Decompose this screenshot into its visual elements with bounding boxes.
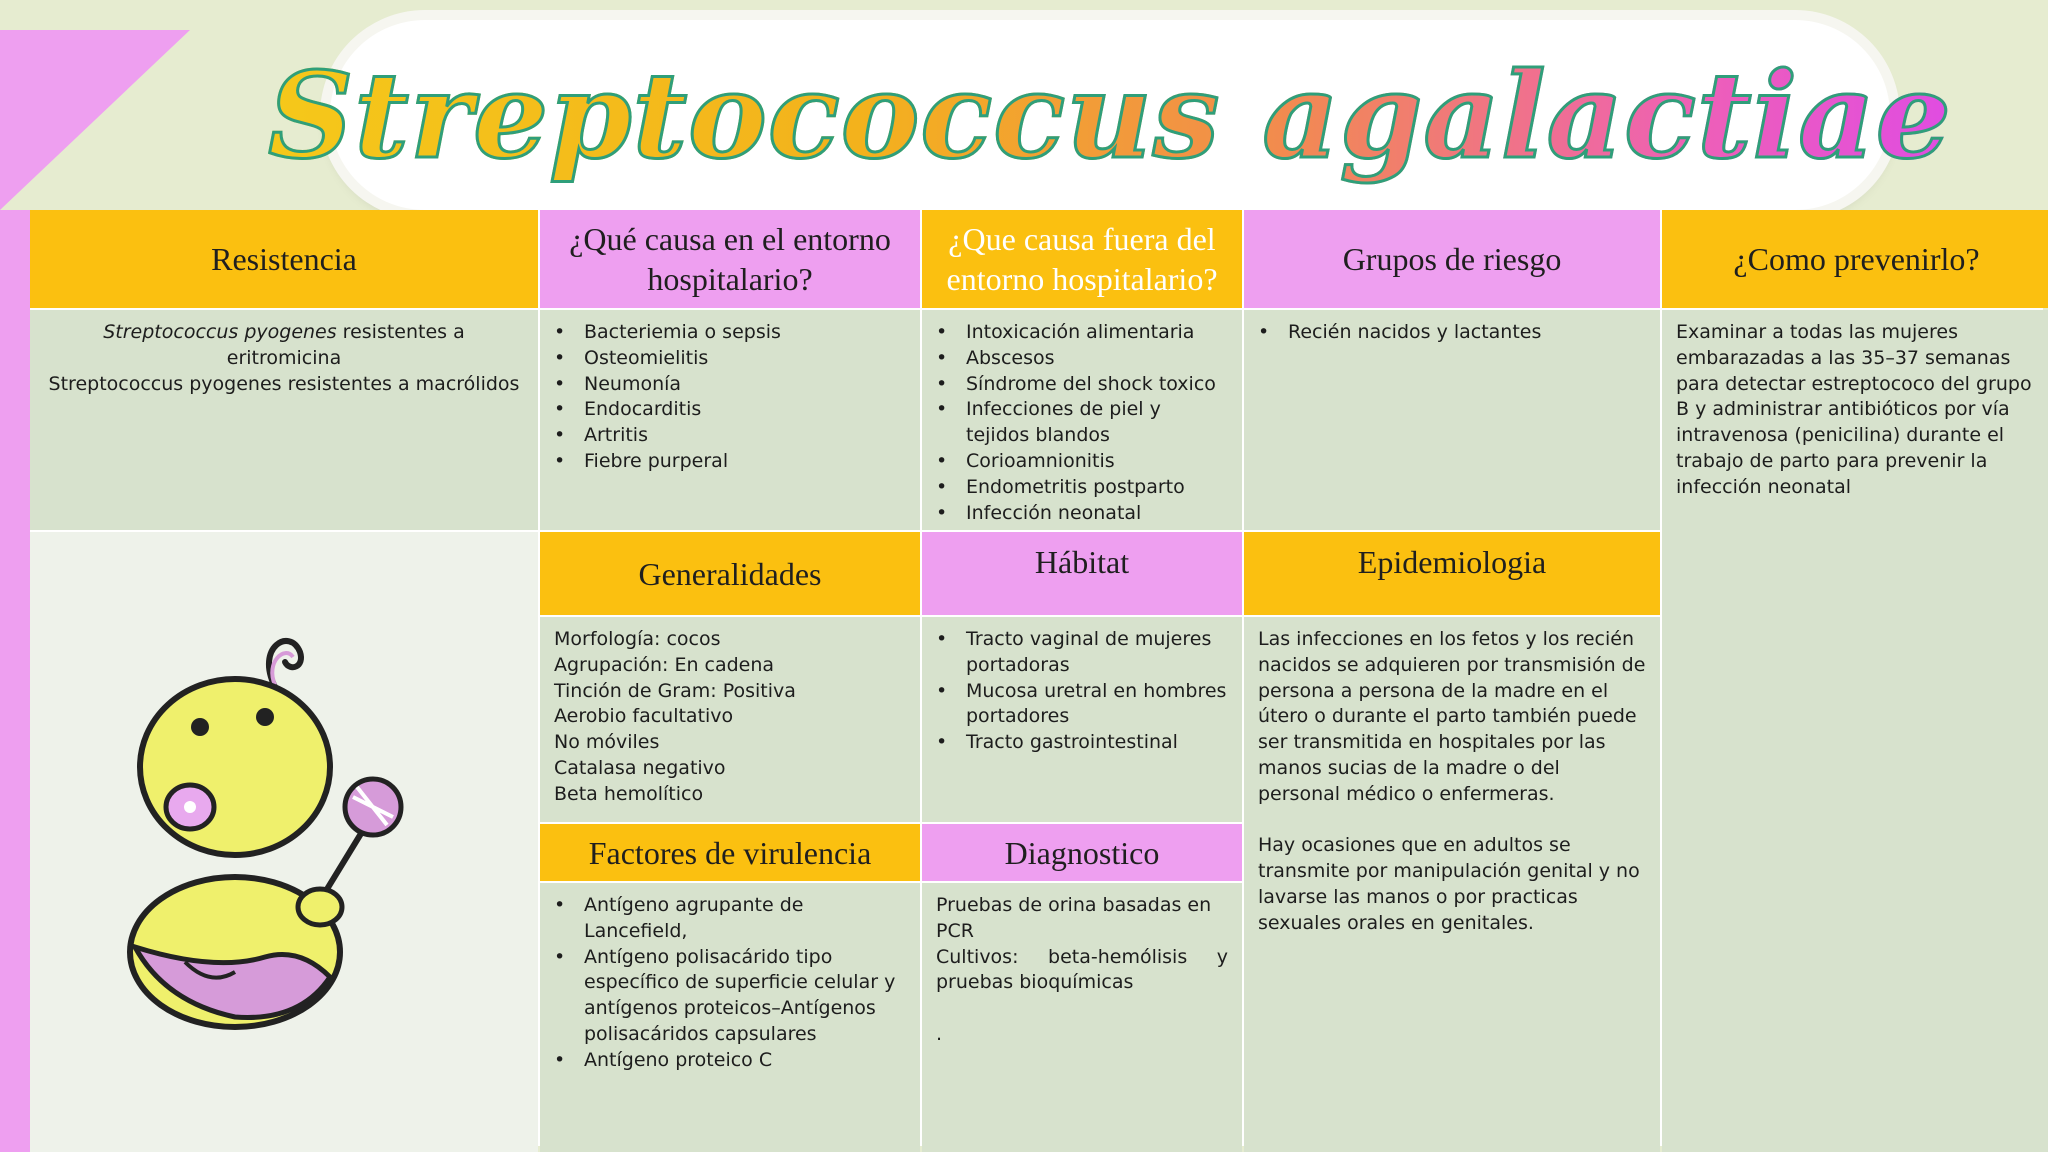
epidemiologia-content (1244, 617, 1660, 1152)
title-banner (268, 20, 1952, 210)
list-item: • Neumonía (554, 372, 906, 398)
list-item: • Síndrome del shock toxico (936, 372, 1228, 398)
list-item: • Recién nacidos y lactantes (1258, 320, 1646, 346)
page-title: Streptococcus agalactiae (268, 45, 1952, 185)
list-item: • Endometritis postparto (936, 475, 1228, 501)
list-item: Agrupación: En cadena (554, 653, 775, 676)
diagnostico-content (922, 883, 1242, 1152)
generalidades-content (540, 617, 920, 822)
header-epidemiologia: Epidemiologia (1244, 532, 1660, 615)
factores-content (540, 883, 920, 1152)
list-item: • Bacteriemia o sepsis (554, 320, 906, 346)
header-resistencia: Resistencia (30, 210, 538, 308)
header-grupos-riesgo: Grupos de riesgo (1244, 210, 1660, 308)
diagnostico-line-2: Cultivos: beta-hemólisis y pruebas bioquímicas (936, 945, 1228, 994)
list-item: • Corioamnionitis (936, 449, 1228, 475)
epidemiologia-paragraph-1: Las infecciones en los fetos y los recién nacidos se adquieren por transmisión de persona a persona de la madre en el útero o durante el parto también puede ser transmitida en hospitales por las manos sucias de la madre o del personal médico o enfermeras. (1258, 628, 1646, 805)
resistencia-line-1: Streptococcus pyogenes resistentes a eritromicina (103, 321, 465, 369)
baby-illustration (125, 617, 425, 1037)
list-item: • Antígeno agrupante de Lancefield, (554, 893, 906, 945)
epidemiologia-paragraph-2: Hay ocasiones que en adultos se transmite por manipulación genital y no lavarse las manos o por practicas sexuales orales en genitales. (1258, 834, 1640, 934)
grupos-content (1244, 310, 1660, 530)
list-item: • Tracto vaginal de mujeres portadoras (936, 627, 1228, 679)
list-item: • Tracto gastrointestinal (936, 730, 1228, 756)
list-item: Beta hemolítico (554, 782, 704, 805)
resistencia-content (30, 310, 538, 530)
list-item: Tinción de Gram: Positiva (554, 679, 796, 702)
list-item: • Infección neonatal (936, 501, 1228, 527)
baby-illustration-panel (30, 532, 538, 1152)
header-habitat: Hábitat (922, 532, 1242, 615)
resistencia-line-2: Streptococcus pyogenes resistentes a macrólidos (48, 372, 520, 395)
diagnostico-line-1: Pruebas de orina basadas en PCR (936, 894, 1212, 942)
list-item: • Antígeno proteico C (554, 1048, 906, 1074)
habitat-content (922, 617, 1242, 822)
prevenir-content (1662, 310, 2048, 1152)
left-decoration-strip (0, 210, 30, 1152)
header-que-causa-fuera: ¿Que causa fuera del entorno hospitalario? (922, 210, 1242, 308)
list-item: • Infecciones de piel y tejidos blandos (936, 397, 1228, 449)
diagnostico-line-3: . (936, 1022, 943, 1045)
list-item: • Mucosa uretral en hombres portadores (936, 679, 1228, 731)
list-item: • Endocarditis (554, 397, 906, 423)
dentro-content (540, 310, 920, 530)
header-generalidades: Generalidades (540, 532, 920, 615)
header-que-causa-dentro: ¿Qué causa en el entorno hospitalario? (540, 210, 920, 308)
list-item: • Intoxicación alimentaria (936, 320, 1228, 346)
list-item: Catalasa negativo (554, 756, 726, 779)
header-factores-virulencia: Factores de virulencia (540, 824, 920, 881)
list-item: No móviles (554, 731, 660, 754)
header-diagnostico: Diagnostico (922, 824, 1242, 881)
list-item: Aerobio facultativo (554, 705, 734, 728)
info-table (30, 210, 2043, 1146)
list-item: • Antígeno polisacárido tipo específico de superficie celular y antígenos proteicos–Antígenos polisacáridos capsulares (554, 945, 906, 1048)
list-item: • Artritis (554, 423, 906, 449)
list-item: Morfología: cocos (554, 628, 721, 650)
list-item: • Abscesos (936, 346, 1228, 372)
header-como-prevenirlo: ¿Como prevenirlo? (1662, 210, 2048, 308)
list-item: • Osteomielitis (554, 346, 906, 372)
list-item: • Fiebre purperal (554, 449, 906, 475)
corner-decoration (0, 30, 190, 210)
fuera-content (922, 310, 1242, 530)
prevenir-text: Examinar a todas las mujeres embarazadas a las 35–37 semanas para detectar estreptococo del grupo B y administrar antibióticos por vía intravenosa (penicilina) durante el trabajo de parto para prevenir la infección neonatal (1676, 321, 2032, 498)
